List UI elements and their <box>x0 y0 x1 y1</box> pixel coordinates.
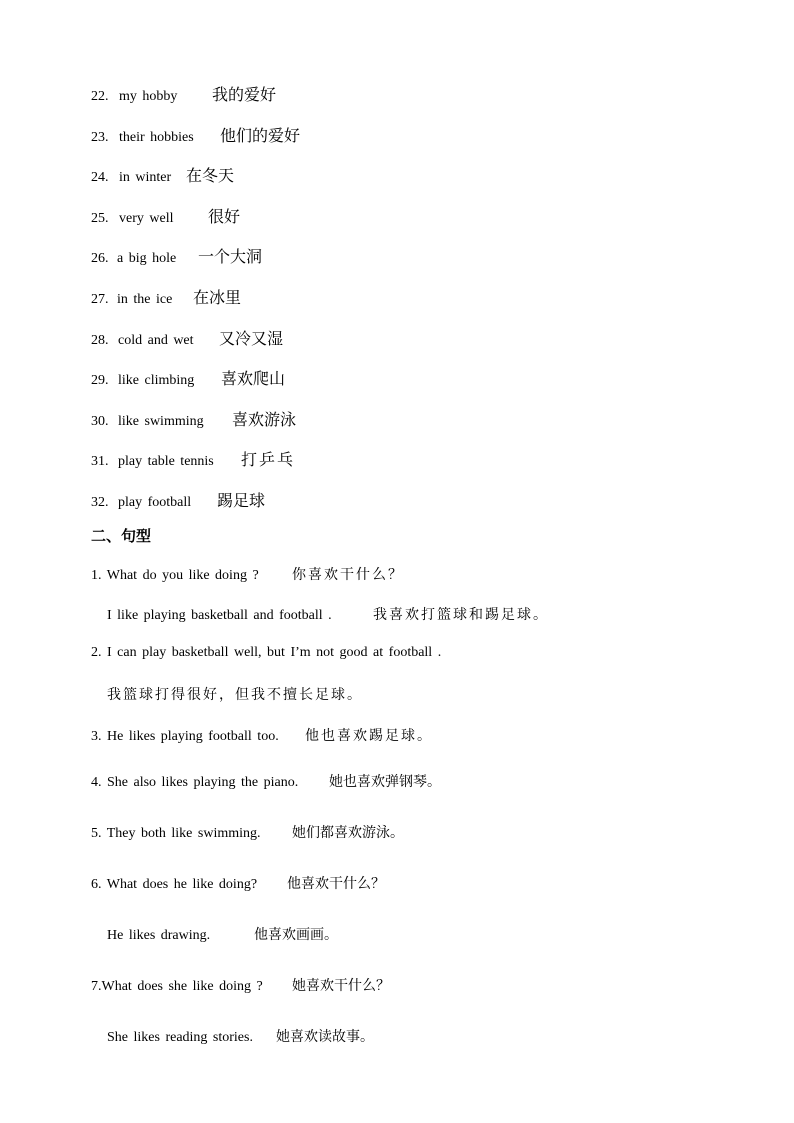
sentence-chinese: 她也喜欢弹钢琴。 <box>329 774 441 790</box>
sentence-2-translation <box>107 684 363 704</box>
sentence-chinese: 她喜欢干什么？ <box>292 978 390 994</box>
phrase-number: 26. <box>91 251 109 266</box>
phrase-english: like swimming <box>118 414 204 429</box>
sentence-english: 7.What does she like doing ? <box>91 979 263 994</box>
sentence-english: 2. I can play basketball well, but I’m not good at football . <box>91 645 442 660</box>
section-heading <box>91 525 151 546</box>
phrase-english: play football <box>118 495 192 510</box>
phrase-english: very well <box>119 211 174 226</box>
phrase-english: a big hole <box>117 251 177 266</box>
section-heading-text: 二、句型 <box>91 527 152 545</box>
phrase-english: their hobbies <box>119 130 194 145</box>
phrase-chinese: 他们的爱好 <box>220 126 301 145</box>
phrase-item-31 <box>91 447 295 470</box>
sentence-english: 6. What does he like doing? <box>91 877 258 892</box>
phrase-chinese: 喜欢爬山 <box>221 369 286 388</box>
phrase-number: 23. <box>91 130 109 145</box>
sentence-english: 1. What do you like doing ? <box>91 568 259 583</box>
phrase-chinese: 打乒乓 <box>241 450 296 469</box>
phrase-english: like climbing <box>118 373 195 388</box>
sentence-1-question <box>91 564 404 584</box>
sentence-chinese: 他喜欢画画。 <box>254 927 338 943</box>
sentence-english: 4. She also likes playing the piano. <box>91 775 299 790</box>
sentence-chinese: 我喜欢打篮球和踢足球。 <box>373 607 549 623</box>
phrase-number: 28. <box>91 333 109 348</box>
phrase-english: in winter <box>119 170 172 185</box>
phrase-number: 22. <box>91 89 109 104</box>
phrase-item-23 <box>91 123 300 146</box>
phrase-number: 30. <box>91 414 109 429</box>
sentence-5 <box>91 822 404 842</box>
phrase-chinese: 我的爱好 <box>212 85 277 104</box>
phrase-item-27 <box>91 285 241 308</box>
sentence-english: He likes drawing. <box>107 928 211 943</box>
phrase-item-25 <box>91 204 240 227</box>
sentence-chinese: 他喜欢干什么？ <box>287 876 385 892</box>
sentence-english: I like playing basketball and football . <box>107 608 332 623</box>
sentence-6-answer <box>107 924 338 944</box>
phrase-english: cold and wet <box>118 333 194 348</box>
sentence-chinese: 他也喜欢踢足球。 <box>305 728 433 744</box>
sentence-english: 3. He likes playing football too. <box>91 729 279 744</box>
phrase-chinese: 喜欢游泳 <box>232 410 297 429</box>
phrase-item-22 <box>91 82 276 105</box>
sentence-7-question <box>91 975 390 995</box>
sentence-chinese: 我篮球打得很好，但我不擅长足球。 <box>107 687 363 703</box>
phrase-item-32 <box>91 488 265 511</box>
sentence-2 <box>91 645 441 661</box>
phrase-number: 32. <box>91 495 109 510</box>
sentence-7-answer <box>107 1026 374 1046</box>
phrase-chinese: 在冬天 <box>186 166 235 185</box>
phrase-chinese: 踢足球 <box>217 491 266 510</box>
sentence-english: She likes reading stories. <box>107 1030 253 1045</box>
sentence-1-answer <box>107 604 549 624</box>
phrase-chinese: 很好 <box>208 207 241 226</box>
sentence-6-question <box>91 873 385 893</box>
phrase-chinese: 又冷又湿 <box>219 329 284 348</box>
sentence-3 <box>91 725 433 745</box>
sentence-chinese: 她们都喜欢游泳。 <box>292 825 404 841</box>
sentence-4 <box>91 771 441 791</box>
phrase-chinese: 一个大洞 <box>198 247 263 266</box>
phrase-number: 27. <box>91 292 109 307</box>
phrase-number: 31. <box>91 454 109 469</box>
phrase-number: 24. <box>91 170 109 185</box>
phrase-english: in the ice <box>117 292 173 307</box>
sentence-chinese: 你喜欢干什么？ <box>292 567 404 583</box>
sentence-english: 5. They both like swimming. <box>91 826 261 841</box>
phrase-item-28 <box>91 326 283 349</box>
phrase-item-24 <box>91 163 234 186</box>
phrase-english: my hobby <box>119 89 178 104</box>
phrase-english: play table tennis <box>118 454 214 469</box>
phrase-number: 25. <box>91 211 109 226</box>
phrase-item-30 <box>91 407 296 430</box>
phrase-number: 29. <box>91 373 109 388</box>
phrase-item-26 <box>91 244 262 267</box>
phrase-item-29 <box>91 366 285 389</box>
phrase-chinese: 在冰里 <box>193 288 242 307</box>
sentence-chinese: 她喜欢读故事。 <box>276 1029 374 1045</box>
